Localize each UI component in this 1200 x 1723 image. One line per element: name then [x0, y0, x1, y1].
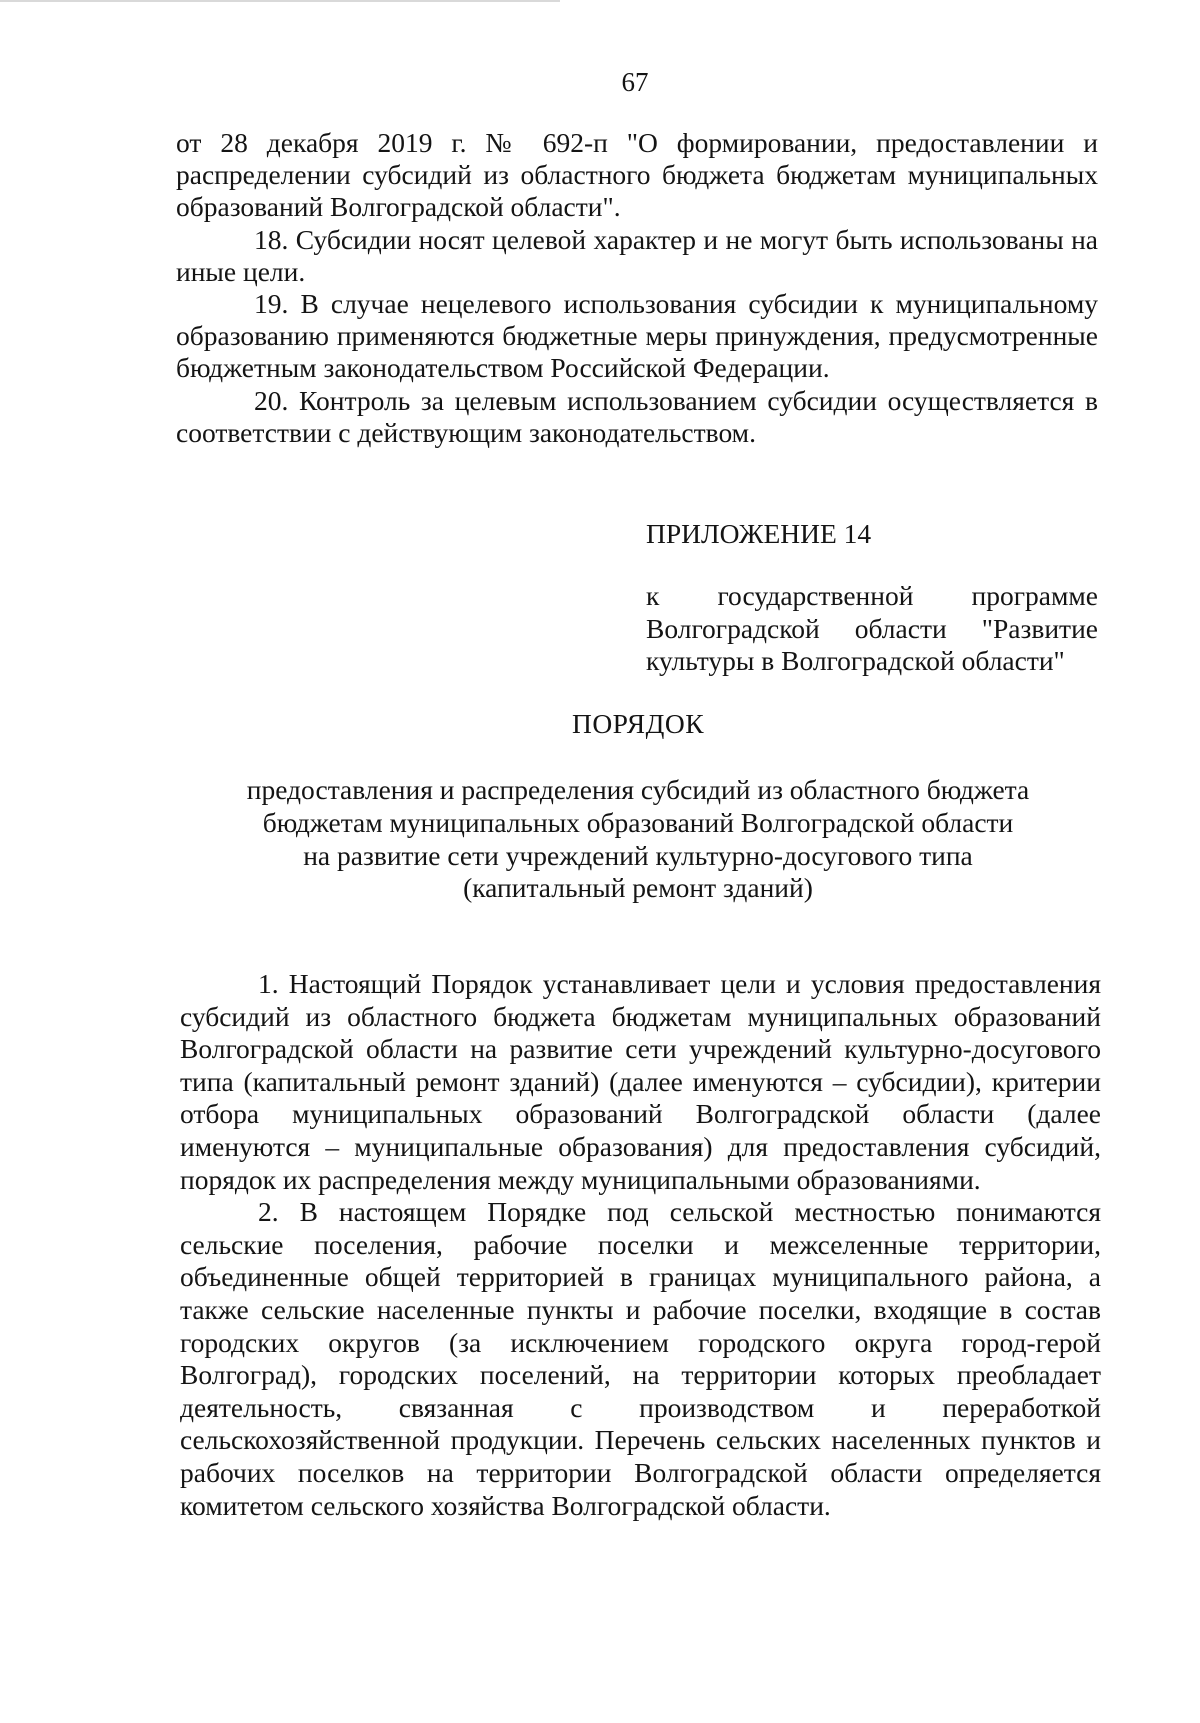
document-subtitle	[200, 774, 1076, 905]
subtitle-line: на развитие сети учреждений культурно-досугового типа	[303, 839, 973, 871]
scan-edge-line	[0, 0, 560, 2]
appendix-title: ПРИЛОЖЕНИЕ 14	[646, 518, 872, 549]
continuation-paragraph: от 28 декабря 2019 г. № 692-п "О формировании, предоставлении и распределении субсидий из областного бюджета бюджетам муниципальных образований Волгоградской области".	[176, 127, 1098, 223]
subtitle-line: предоставления и распределения субсидий из областного бюджета	[246, 774, 1030, 805]
document-body	[180, 968, 1101, 1522]
previous-section-text	[176, 127, 1098, 449]
paragraph-item-20: 20. Контроль за целевым использованием субсидии осуществляется в соответствии с действующим законодательством.	[176, 384, 1098, 448]
page-number: 67	[621, 67, 649, 97]
paragraph-item-18: 18. Субсидии носят целевой характер и не могут быть использованы на иные цели.	[176, 223, 1098, 287]
subtitle-line: (капитальный ремонт зданий)	[463, 872, 813, 904]
document-title: ПОРЯДОК	[571, 708, 705, 739]
subtitle-line: бюджетам муниципальных образований Волгоградской области	[262, 806, 1014, 838]
paragraph-item-19: 19. В случае нецелевого использования субсидии к муниципальному образованию применяются бюджетные меры принуждения, предусмотренные бюджетным законодательством Российской Федерации.	[176, 288, 1098, 384]
paragraph-item-1: 1. Настоящий Порядок устанавливает цели и условия предоставления субсидий из областного бюджета бюджетам муниципальных образований Волгоградской области на развитие сети учреждений культурно-досугового типа (капитальный ремонт зданий) (далее именуются – субсидии), критерии отбора муниципальных образований Волгоградской области (далее именуются – муниципальные образования) для предоставления субсидий, порядок их распределения между муниципальными образованиями.	[180, 968, 1101, 1195]
appendix-reference: к государственной программе Волгоградской области "Развитие культуры в Волгоградской области"	[646, 580, 1098, 676]
paragraph-item-2: 2. В настоящем Порядке под сельской местностью понимаются сельские поселения, рабочие поселки и межселенные территории, объединенные общей территорией в границах муниципального района, а также сельские населенные пункты и рабочие поселки, входящие в состав городских округов (за исключением городского округа город-герой Волгоград), городских поселений, на территории которых преобладает деятельность, связанная с производством и переработкой сельскохозяйственной продукции. Перечень сельских населенных пунктов и рабочих поселков на территории Волгоградской области определяется комитетом сельского хозяйства Волгоградской области.	[180, 1196, 1101, 1521]
